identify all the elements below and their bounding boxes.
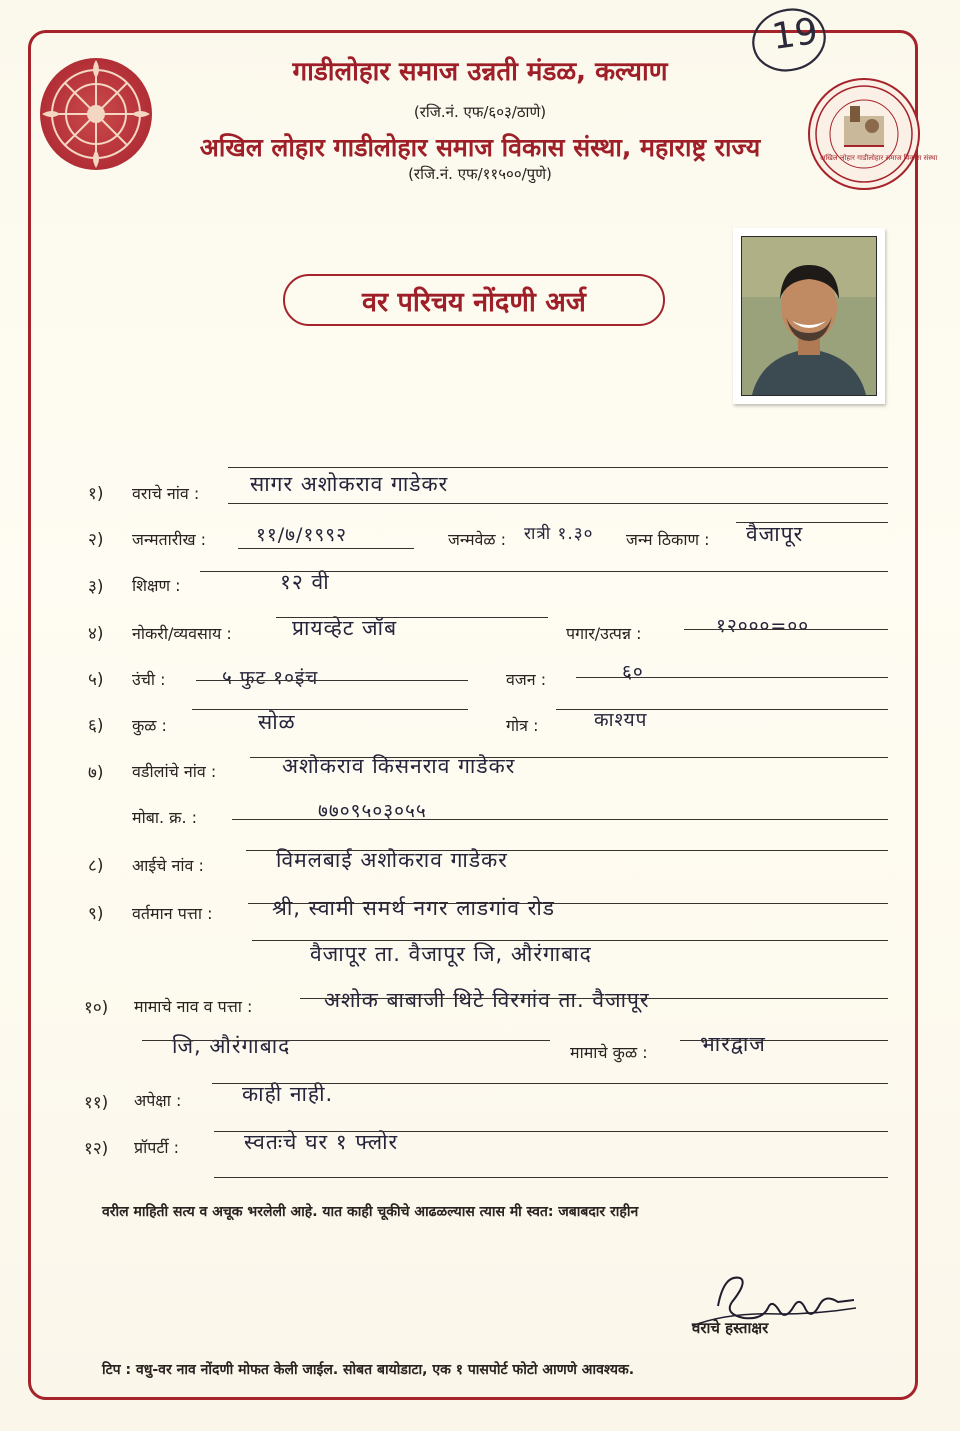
- income-label: पगार/उत्पन्न :: [566, 624, 642, 643]
- job-value[interactable]: प्रायव्हेट जॉब: [292, 616, 398, 640]
- mother-rule: [246, 850, 888, 851]
- father-label: वडीलांचे नांव :: [132, 762, 217, 781]
- mobile-value[interactable]: ७७०९५०३०५५: [318, 800, 427, 822]
- wheel-emblem-icon: [40, 58, 152, 170]
- uncle-line2[interactable]: जि, औरंगाबाद: [172, 1034, 291, 1058]
- passport-photo: [733, 228, 885, 404]
- mobile-label: मोबा. क्र. :: [132, 808, 198, 827]
- address-rule-2: [252, 940, 888, 941]
- education-rule: [200, 571, 888, 572]
- page-mark: 19: [769, 11, 821, 58]
- height-rule: [196, 680, 468, 681]
- expectation-rule: [212, 1083, 888, 1084]
- seal-caption: अखिल लोहार गाडीलोहार समाज विकास संस्था: [820, 154, 938, 162]
- org-reg-primary: (रजि.नं. एफ/६०३/ठाणे): [413, 103, 547, 121]
- birth-place-rule: [736, 522, 888, 523]
- uncle-rule-2: [142, 1040, 550, 1041]
- society-seal-icon: [810, 80, 938, 188]
- org-name-secondary: अखिल लोहार गाडीलोहार समाज विकास संस्था, महाराष्ट्र राज्य: [199, 133, 761, 162]
- father-value[interactable]: अशोकराव किसनराव गाडेकर: [282, 754, 516, 778]
- address-line2[interactable]: वैजापूर ता. वैजापूर जि, औरंगाबाद: [310, 942, 592, 966]
- field-num: ८): [88, 856, 104, 876]
- org-reg-secondary: (रजि.नं. एफ/११५००/पुणे): [408, 165, 552, 183]
- field-num: १): [88, 484, 104, 504]
- birth-place-value[interactable]: वैजापूर: [746, 522, 804, 546]
- address-rule-1: [248, 903, 888, 904]
- weight-label: वजन :: [506, 670, 547, 689]
- job-rule: [276, 617, 548, 618]
- birth-place-label: जन्म ठिकाण :: [626, 530, 710, 549]
- field-num: ४): [88, 624, 104, 644]
- mother-label: आईचे नांव :: [132, 856, 204, 875]
- uncle-rule-1: [300, 998, 888, 999]
- weight-rule: [576, 677, 888, 678]
- job-label: नोकरी/व्यवसाय :: [132, 624, 232, 643]
- education-value[interactable]: १२ वी: [280, 570, 330, 594]
- photo-image: [741, 236, 877, 396]
- field-num: १०): [84, 998, 109, 1018]
- uncle-kul-rule: [680, 1040, 888, 1041]
- name-rule-top: [228, 467, 888, 468]
- expectation-label: अपेक्षा :: [134, 1091, 182, 1110]
- address-line1[interactable]: श्री, स्वामी समर्थ नगर लाडगांव रोड: [272, 896, 555, 920]
- right-society-seal: [808, 78, 938, 190]
- weight-value[interactable]: ६०: [622, 661, 644, 683]
- dob-rule: [238, 548, 414, 549]
- property-rule-2: [214, 1177, 888, 1178]
- person-photo-icon: [742, 237, 876, 395]
- org-name-primary: गाडीलोहार समाज उन्नती मंडळ, कल्याण: [292, 57, 668, 87]
- dob-label: जन्मतारीख :: [132, 530, 207, 549]
- field-num: ३): [88, 577, 104, 597]
- field-num: २): [88, 530, 104, 550]
- height-label: उंची :: [132, 670, 166, 689]
- uncle-kul-label: मामाचे कुळ :: [570, 1043, 648, 1062]
- name-label: वराचे नांव :: [132, 484, 200, 503]
- name-value[interactable]: सागर अशोकराव गाडेकर: [250, 472, 449, 496]
- signature-block: [688, 1268, 858, 1340]
- gotra-value[interactable]: काश्यप: [594, 709, 648, 731]
- property-value[interactable]: स्वतःचे घर १ फ्लोर: [244, 1130, 399, 1154]
- uncle-label: मामाचे नाव व पत्ता :: [134, 997, 253, 1016]
- mother-value[interactable]: विमलबाई अशोकराव गाडेकर: [276, 848, 508, 872]
- signature-label: वराचे हस्ताक्षर: [692, 1319, 769, 1337]
- field-num: १२): [84, 1139, 109, 1159]
- field-num: ६): [88, 716, 104, 736]
- birth-time-value[interactable]: रात्री १.३०: [524, 524, 594, 544]
- declaration-text: वरील माहिती सत्य व अचूक भरलेली आहे. यात काही चूकीचे आढळल्यास त्यास मी स्वत: जबाबदार राहीन: [102, 1204, 639, 1220]
- gotra-rule: [556, 709, 888, 710]
- income-value[interactable]: १२०००=००: [716, 615, 810, 637]
- left-emblem-seal: [40, 58, 152, 170]
- kul-label: कुळ :: [132, 716, 167, 735]
- field-num: ५): [88, 670, 104, 690]
- property-rule: [214, 1131, 888, 1132]
- education-label: शिक्षण :: [132, 576, 181, 595]
- footer-tip: टिप : वधु-वर नाव नोंदणी मोफत केली जाईल. सोबत बायोडाटा, एक १ पासपोर्ट फोटो आणणे आवश्यक.: [102, 1362, 635, 1378]
- property-label: प्रॉपर्टी :: [134, 1138, 180, 1157]
- dob-value[interactable]: ११/७/१९९२: [256, 524, 347, 546]
- kul-value[interactable]: सोळ: [258, 710, 296, 734]
- income-rule: [684, 629, 888, 630]
- kul-rule: [192, 709, 468, 710]
- uncle-line1[interactable]: अशोक बाबाजी थिटे विरगांव ता. वैजापूर: [324, 988, 650, 1012]
- name-rule: [228, 503, 888, 504]
- height-value[interactable]: ५ फुट १०इंच: [222, 667, 319, 689]
- field-num: ११): [84, 1093, 109, 1113]
- form-title-box: [283, 274, 665, 326]
- birth-time-label: जन्मवेळ :: [448, 530, 507, 549]
- field-num: ७): [88, 763, 104, 783]
- field-num: ९): [88, 904, 104, 924]
- expectation-value[interactable]: काही नाही.: [242, 1082, 334, 1106]
- father-rule: [250, 757, 888, 758]
- form-title: वर परिचय नोंदणी अर्ज: [362, 286, 586, 318]
- address-label: वर्तमान पत्ता :: [132, 904, 213, 923]
- gotra-label: गोत्र :: [506, 716, 539, 735]
- mobile-rule: [232, 819, 888, 820]
- uncle-kul-value[interactable]: भारद्वाज: [700, 1032, 766, 1056]
